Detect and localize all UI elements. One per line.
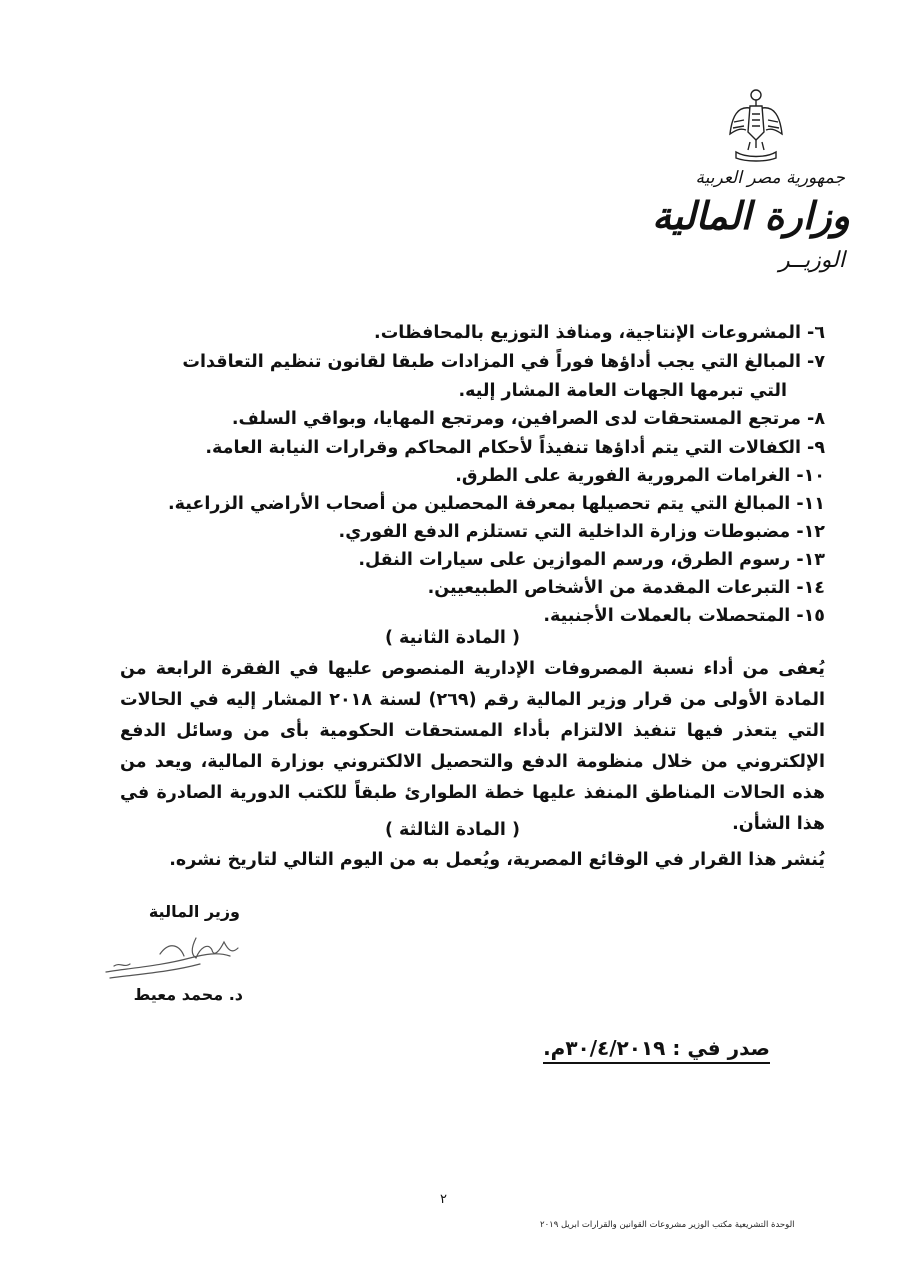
article-2-heading: ( المادة الثانية ) (384, 628, 521, 648)
list-item: ١٣- رسوم الطرق، ورسم الموازين على سيارات النقل. (358, 550, 825, 570)
country-name: جمهورية مصر العربية (695, 168, 845, 188)
ministry-name: وزارة المالية (652, 193, 850, 238)
office-title: الوزيــر (779, 248, 845, 273)
list-item: ١٥- المتحصلات بالعملات الأجنبية. (543, 606, 825, 626)
list-item: ٩- الكفالات التي يتم أداؤها تنفيذاً لأحكام المحاكم وقرارات النيابة العامة. (205, 438, 825, 458)
signatory-name: د. محمد معيط (133, 985, 243, 1004)
issue-date: صدر في : ٣٠/٤/٢٠١٩م. (543, 1036, 770, 1064)
list-item-continuation: التي تبرمها الجهات العامة المشار إليه. (458, 381, 787, 401)
list-item: ١٤- التبرعات المقدمة من الأشخاص الطبيعيين. (427, 578, 825, 598)
article-3-heading: ( المادة الثالثة ) (384, 820, 521, 840)
list-item: ١١- المبالغ التي يتم تحصيلها بمعرفة المحصلين من أصحاب الأراضي الزراعية. (168, 494, 825, 514)
page-number: ٢ (440, 1192, 447, 1207)
handwritten-signature-icon (100, 928, 250, 990)
list-item: ١٢- مضبوطات وزارة الداخلية التي تستلزم الدفع الفوري. (338, 522, 825, 542)
footer-note: الوحدة التشريعية مكتب الوزير مشروعات القوانين والقرارات ابريل ٢٠١٩ (540, 1220, 795, 1230)
list-item: ٧- المبالغ التي يجب أداؤها فوراً في المزادات طبقا لقانون تنظيم التعاقدات (182, 352, 825, 372)
eagle-emblem-icon (726, 86, 786, 164)
list-item: ٨- مرتجع المستحقات لدى الصرافين، ومرتجع المهايا، وبواقي السلف. (231, 409, 825, 429)
article-2-text: يُعفى من أداء نسبة المصروفات الإدارية المنصوص عليها في الفقرة الرابعة من المادة الأولى من قرار وزير المالية رقم (٢٦٩) لسنة ٢٠١٨ المشار إليه في الحالات التي يتعذر فيها تنفيذ الالتزام بأداء المستحقات الحكومية بأى من وسائل الدفع الإلكتروني من خلال منظومة الدفع والتحصيل الالكتروني بوزارة المالية، ويعد من هذه الحالات المناطق المنفذ عليها خطة الطوارئ طبقاً للكتب الدورية الصادرة في هذا الشأن. (120, 659, 825, 834)
article-3-text: يُنشر هذا القرار في الوقائع المصرية، ويُعمل به من اليوم التالي لتاريخ نشره. (169, 850, 825, 870)
list-item: ١٠- الغرامات المرورية الفورية على الطرق. (455, 466, 825, 486)
list-item: ٦- المشروعات الإنتاجية، ومنافذ التوزيع بالمحافظات. (374, 323, 825, 343)
signatory-role: وزير المالية (148, 902, 240, 921)
